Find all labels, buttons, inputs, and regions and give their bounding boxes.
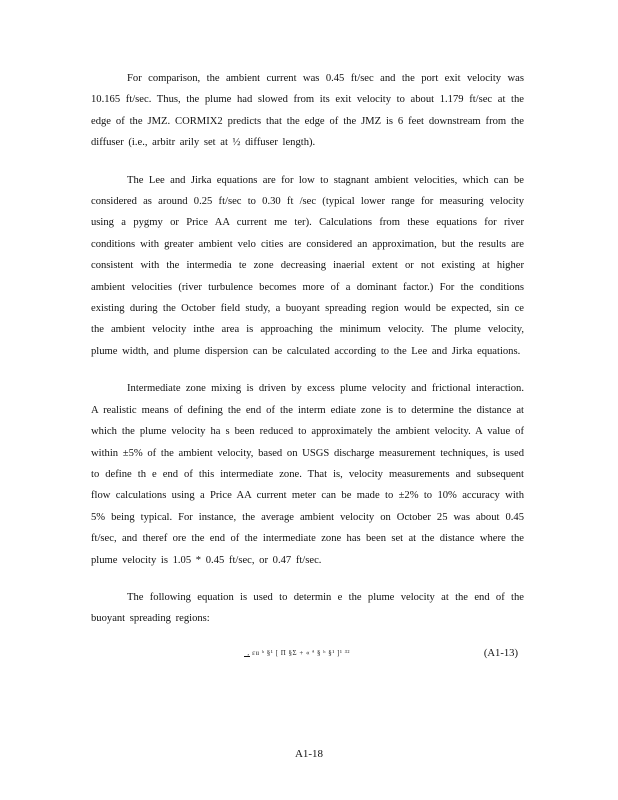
equation-body: ‚ εu ʰ §¹ [ Π §Σ + « ª § ʰ §¹ ]¹ ³² xyxy=(247,648,350,657)
document-page xyxy=(91,68,524,668)
equation-number: (A1-13) xyxy=(483,647,518,659)
equation-row xyxy=(91,646,524,668)
paragraph-equation-intro: The following equation is used to determin e the plume velocity at the end of the buoyant spreading regions: xyxy=(91,591,524,625)
paragraph-intermediate-zone: Intermediate zone mixing is driven by excess plume velocity and frictional interaction. A realistic means of defining the end of the interm ediate zone is to determine the distance at which the plume velocity ha s been reduced to approximately the ambient velocity. A value of within ±5% of the ambient velocity, based on USGS discharge measurement techniques, is used to define th e end of this intermediate zone. That is, velocity measurements and subsequent flow calculations using a Price AA current meter can be made to ±2% to 10% accuracy with 5% being typical. For instance, the average ambient velocity on October 25 was about 0.45 ft/sec, and theref ore the end of the intermediate zone has been set at the distance where the plume velocity is 1.05 * 0.45 ft/sec, or 0.47 ft/sec. xyxy=(91,383,524,566)
page-number: A1-18 xyxy=(294,748,324,760)
paragraph-lee-jirka: The Lee and Jirka equations are for low to stagnant ambient velocities, which can be considered as around 0.25 ft/sec to 0.30 ft /sec (typical lower range for measuring velocity using a pygmy or Price AA current me ter). Calculations from these equations for river conditions with greater ambient velo cities are considered an approximation, but the results are consistent with the intermedia te zone decreasing inaerial extent or not existing at higher ambient velocities (river turbulence becomes more of a dominant factor.) For the conditions existing during the October field study, a buoyant spreading region would be expected, sin ce the ambient velocity inthe area is approaching the minimum velocity. The plume velocity, plume width, and plume dispersion can be calculated according to the Lee and Jirka equations. xyxy=(91,174,524,357)
paragraph-comparison: For comparison, the ambient current was 0.45 ft/sec and the port exit velocity was 10.165 ft/sec. Thus, the plume had slowed from its exit velocity to about 1.179 ft/sec at the edge of the JMZ. CORMIX2 predicts that the edge of the JMZ is 6 feet downstream from the diffuser (i.e., arbitr arily set at ½ diffuser length). xyxy=(91,73,524,149)
